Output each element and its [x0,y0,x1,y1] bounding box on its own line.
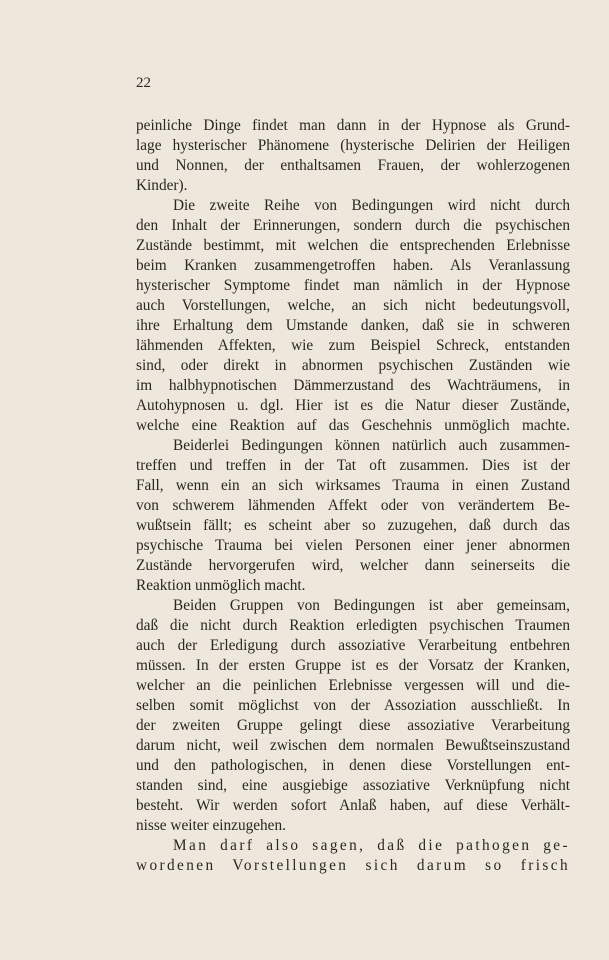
text-line: lage hysterischer Phänomene (hysterische Delirien der Heiligen [136,137,570,154]
text-line: ihre Erhaltung dem Umstande danken, daß sie in schweren [136,317,570,334]
text-line: den Inhalt der Erinnerungen, sondern durch die psychischen [136,217,570,234]
text-line: beim Kranken zusammengetroffen haben. Als Veranlassung [136,257,570,274]
text-line: besteht. Wir werden sofort Anlaß haben, auf diese Verhält- [136,797,570,814]
paragraph-start-line: Die zweite Reihe von Bedingungen wird nicht durch [173,197,570,214]
text-line: treffen und treffen in der Tat oft zusammen. Dies ist der [136,457,570,474]
text-line: Reaktion unmöglich macht. [136,577,306,594]
text-line: darum nicht, weil zwischen dem normalen Bewußtseinszustand [136,737,570,754]
text-line: Fall, wenn ein an sich wirksames Trauma in einen Zustand [136,477,570,494]
page-number: 22 [136,75,151,91]
text-line: Zustände bestimmt, mit welchen die entsprechenden Erlebnisse [136,237,570,254]
text-line: auch der Erledigung durch assoziative Verarbeitung entbehren [136,637,570,654]
text-line: daß die nicht durch Reaktion erledigten psychischen Traumen [136,617,570,634]
text-line: von schwerem lähmenden Affekt oder von verändertem Be- [136,497,570,514]
text-line: Kinder). [136,177,188,194]
text-line: sind, oder direkt in abnormen psychischen Zuständen wie [136,357,570,374]
text-line: welcher an die peinlichen Erlebnisse vergessen will und die- [136,677,570,694]
text-line: der zweiten Gruppe gelingt diese assoziative Verarbeitung [136,717,570,734]
text-line: psychische Trauma bei vielen Personen einer jener abnormen [136,537,570,554]
text-line: wußtsein fällt; es scheint aber so zuzugehen, daß durch das [136,517,570,534]
text-line: nisse weiter einzugehen. [136,817,286,834]
text-line: und den pathologischen, in denen diese Vorstellungen ent- [136,757,570,774]
text-line: auch Vorstellungen, welche, an sich nicht bedeutungsvoll, [136,297,570,314]
emphasized-paragraph-start-line: Man darf also sagen, daß die pathogen ge- [173,837,570,854]
text-line: selben somit möglichst von der Assoziation ausschließt. In [136,697,570,714]
emphasized-text-line: wordenen Vorstellungen sich darum so frisch [136,857,570,874]
text-line: im halbhypnotischen Dämmerzustand des Wachträumens, in [136,377,570,394]
paragraph-start-line: Beiderlei Bedingungen können natürlich auch zusammen- [173,437,570,454]
text-line: hysterischer Symptome findet man nämlich in der Hypnose [136,277,570,294]
text-line: peinliche Dinge findet man dann in der Hypnose als Grund- [136,117,570,134]
text-line: lähmenden Affekten, wie zum Beispiel Schreck, entstanden [136,337,570,354]
text-line: welche eine Reaktion auf das Geschehnis unmöglich machte. [136,417,570,434]
text-line: Autohypnosen u. dgl. Hier ist es die Natur dieser Zustände, [136,397,570,414]
paragraph-start-line: Beiden Gruppen von Bedingungen ist aber gemeinsam, [173,597,570,614]
text-line: Zustände hervorgerufen wird, welcher dann seinerseits die [136,557,570,574]
text-line: standen sind, eine ausgiebige assoziative Verknüpfung nicht [136,777,570,794]
text-line: und Nonnen, der enthaltsamen Frauen, der wohlerzogenen [136,157,570,174]
text-line: müssen. In der ersten Gruppe ist es der Vorsatz der Kranken, [136,657,570,674]
